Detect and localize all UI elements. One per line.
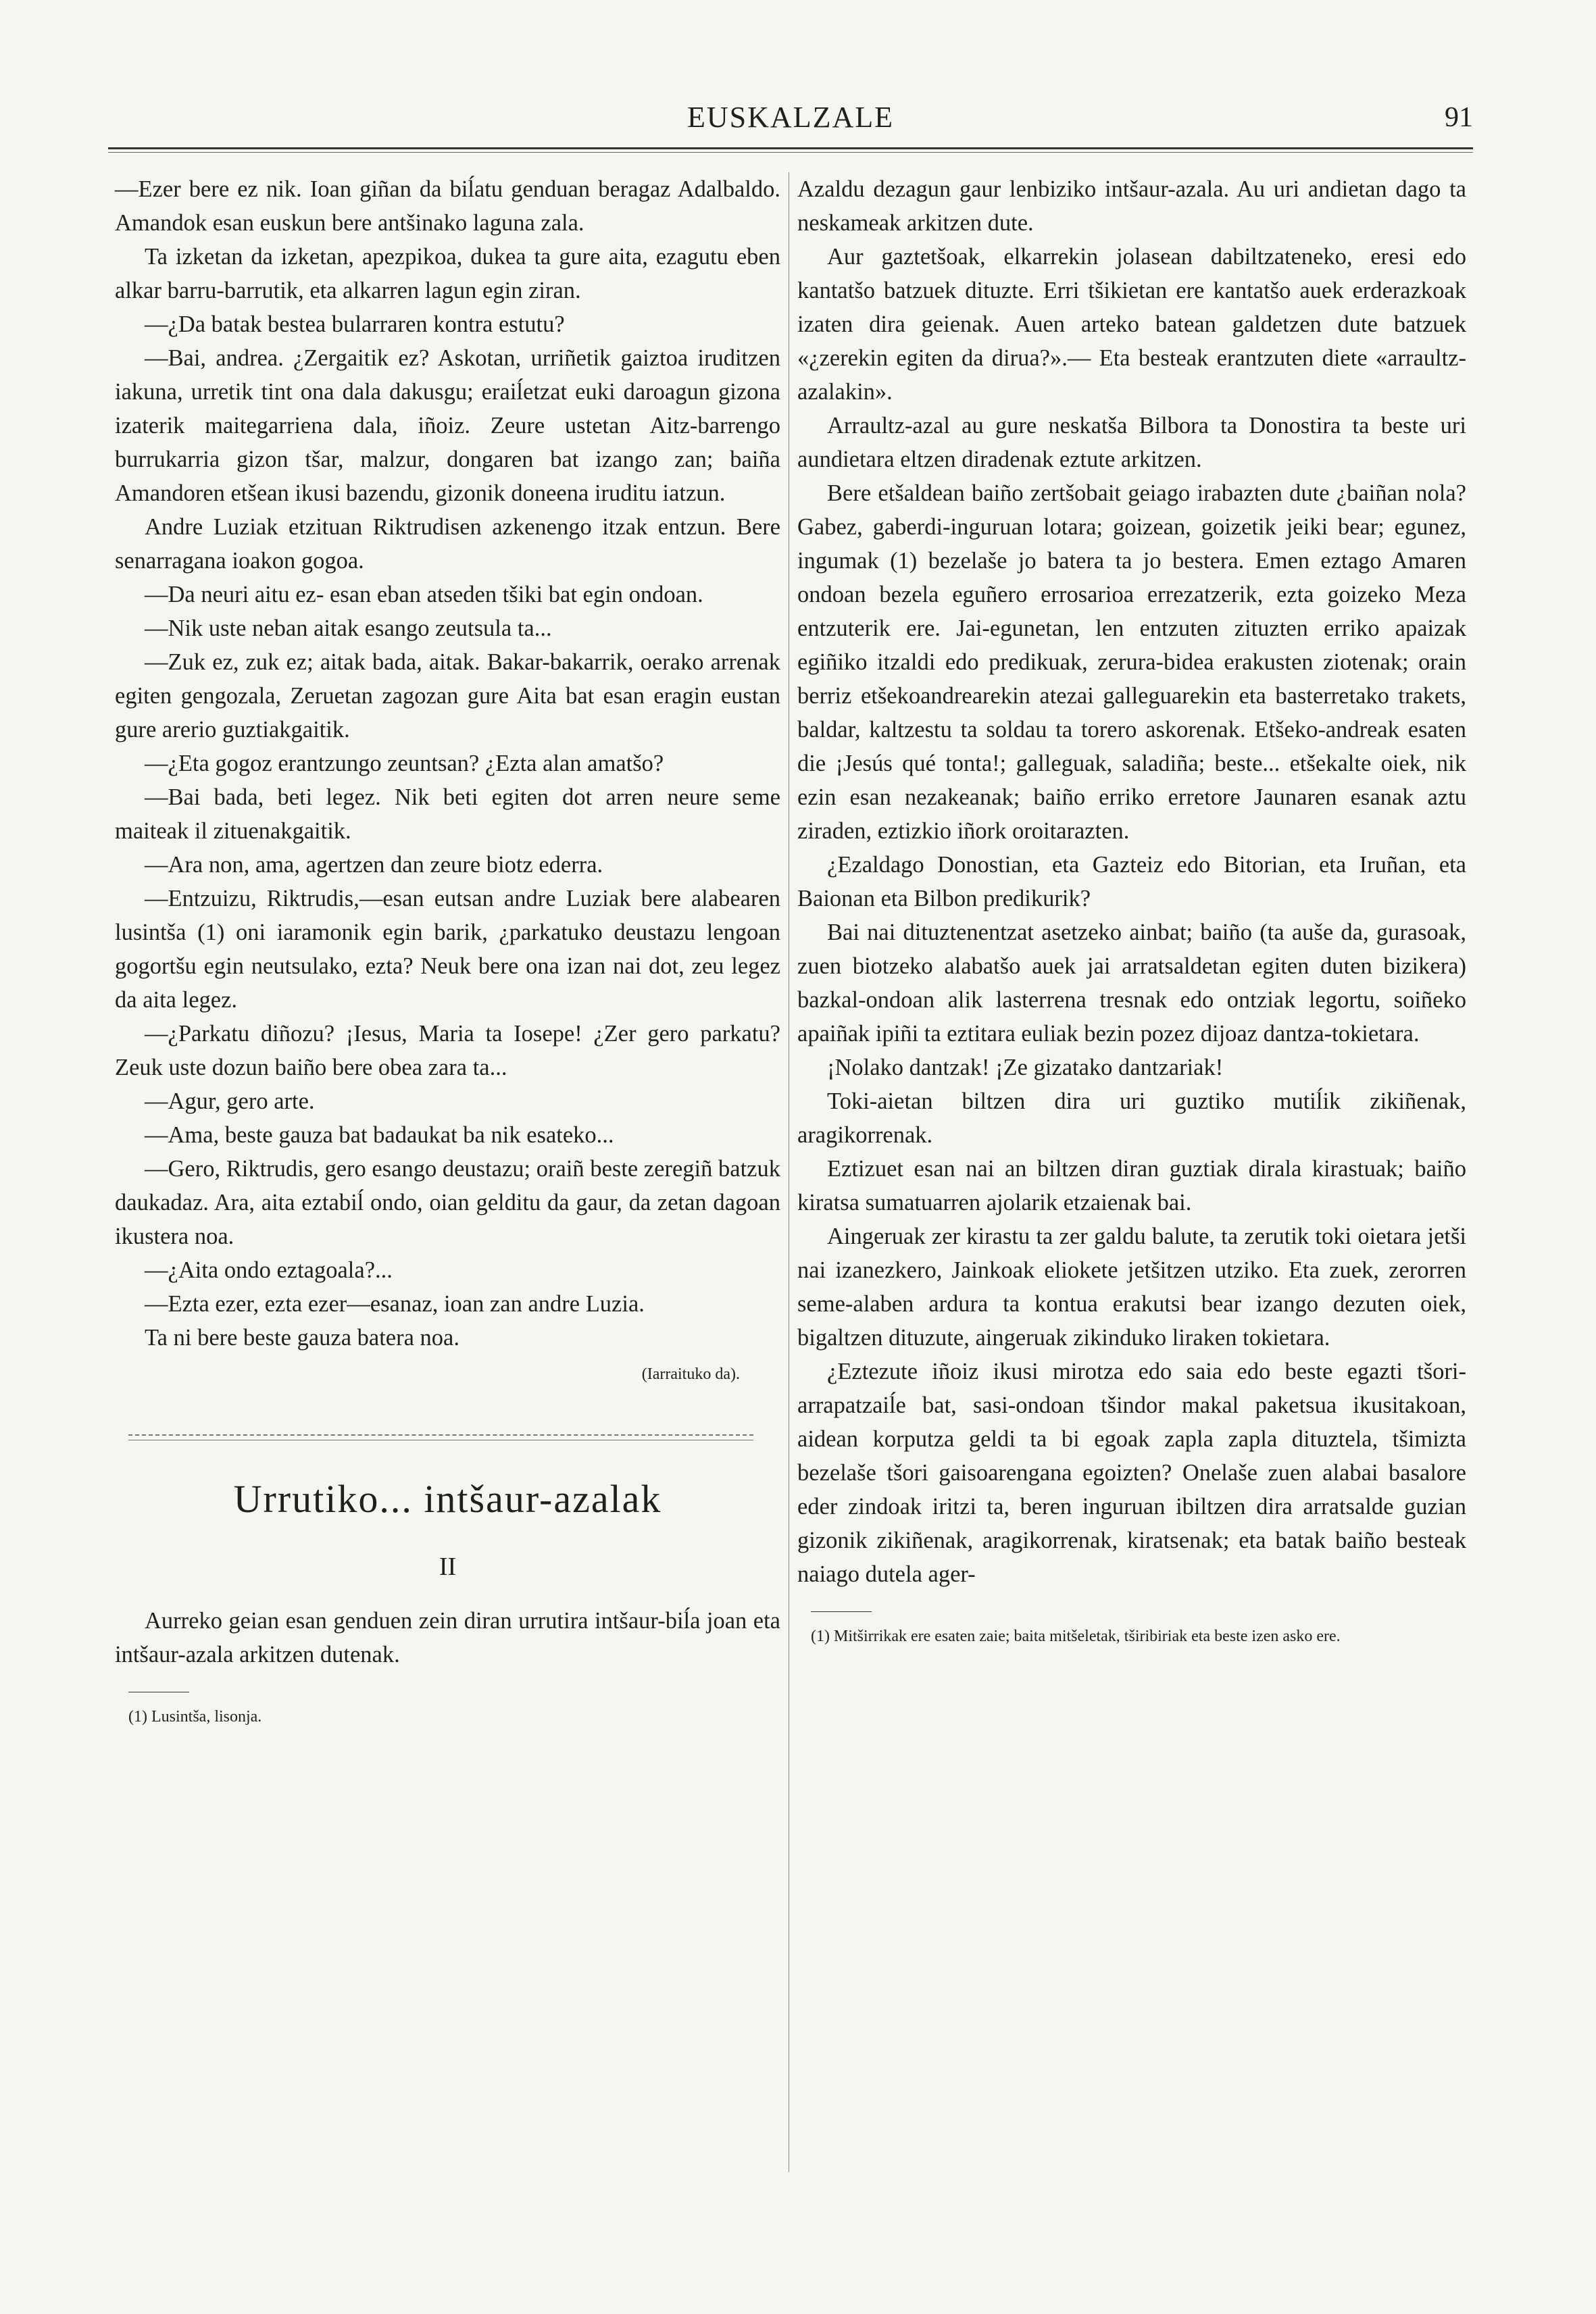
section-number: II bbox=[439, 1553, 457, 1581]
paragraph: —Bai, andrea. ¿Zergaitik ez? Askotan, urriñetik gaiztoa iruditzen iakuna, urretik tint ona dala dakusgu; eraiĺetzat euki daroagun gizona izaterik maitegarriena dala, iñoiz. Zeure ustetan Aitz-barrengo burrukarria gizon tšar, malzur, dongaren bat izango zan; baiña Amandoren etšean ikusi bazendu, gizonik doneena iruditu iatzun. bbox=[115, 345, 780, 506]
paragraph: Toki-aietan biltzen dira uri guztiko mutiĺik zikiñenak, aragikorrenak. bbox=[797, 1088, 1466, 1148]
paragraph: —Agur, gero arte. bbox=[145, 1088, 315, 1114]
paragraph: —Ezer bere ez nik. Ioan giñan da biĺatu genduan beragaz Adalbaldo. Amandok esan euskun bere antšinako laguna zala. bbox=[115, 176, 780, 236]
footnote: (1) Lusintša, lisonja. bbox=[128, 1708, 262, 1726]
right-column bbox=[797, 172, 1466, 1649]
paragraph: Eztizuet esan nai an biltzen diran guztiak dirala kirastuak; baiño kiratsa sumatuarren ajolarik etzaienak bai. bbox=[797, 1156, 1466, 1215]
article-title: Urrutiko... intšaur-azalak bbox=[233, 1477, 662, 1521]
paragraph: Aingeruak zer kirastu ta zer galdu balute, ta zerutik toki oietara jetši nai izanezkero, Jainkoak eliokete jetšitzen utziko. Eta zuek, zerorren seme-alaben ardura ta kontua erakutsi bear izango dezuten oiek, bigaltzen dituzute, aingeruak zikinduko liraken tokietara. bbox=[797, 1224, 1466, 1351]
paragraph: —¿Da batak bestea bularraren kontra estutu? bbox=[145, 311, 565, 337]
paragraph: Aurreko geian esan genduen zein diran urrutira intšaur-biĺa joan eta intšaur-azala arkitzen dutenak. bbox=[115, 1608, 780, 1667]
paragraph: Andre Luziak etzituan Riktrudisen azkenengo itzak entzun. Bere senarragana ioakon gogoa. bbox=[115, 514, 780, 574]
paragraph: —¿Eta gogoz erantzungo zeuntsan? ¿Ezta alan amatšo? bbox=[145, 751, 664, 776]
paragraph: Aur gaztetšoak, elkarrekin jolasean dabiltzateneko, eresi edo kantatšo batzuek dituzte. Erri tšikietan ere kantatšo auek erderazkoak izaten dira geienak. Auen arteko batean galdetzen dute batzuek «¿zerekin egiten da dirua?».— Eta besteak erantzuten diete «arraultz-azalakin». bbox=[797, 244, 1466, 405]
footnote: (1) Mitširrikak ere esaten zaie; baita mitšeletak, tširibiriak eta beste izen asko ere. bbox=[811, 1628, 1341, 1645]
paragraph: —Ara non, ama, agertzen dan zeure biotz ederra. bbox=[145, 852, 603, 878]
paragraph: Ta izketan da izketan, apezpikoa, dukea ta gure aita, ezagutu eben alkar barru-barrutik, eta alkarren lagun egin ziran. bbox=[115, 244, 780, 303]
paragraph: Arraultz-azal au gure neskatša Bilbora ta Donostira ta beste uri aundietara eltzen diradenak eztute arkitzen. bbox=[797, 413, 1466, 472]
paragraph: —Ezta ezer, ezta ezer—esanaz, ioan zan andre Luzia. bbox=[145, 1291, 645, 1317]
paragraph: —¿Aita ondo eztagoala?... bbox=[145, 1257, 393, 1283]
paragraph: ¡Nolako dantzak! ¡Ze gizatako dantzariak! bbox=[827, 1055, 1224, 1080]
journal-title: EUSKALZALE bbox=[687, 101, 894, 134]
page-number: 91 bbox=[1445, 102, 1473, 133]
continuation-note: (Iarraituko da). bbox=[641, 1365, 740, 1383]
paragraph: Ta ni bere beste gauza batera noa. bbox=[145, 1325, 459, 1351]
section-separator bbox=[128, 1434, 753, 1440]
paragraph: ¿Eztezute iñoiz ikusi mirotza edo saia edo beste egazti tšori-arrapatzaiĺe bat, sasi-ondoan tšindor makal paketsua ikusitakoan, aidean korputza geldi ta bi egoak zapla zapla dituztela, tšimizta bezelaše tšori gaisoarengana egoizten? Onelaše zuen alabai basalore eder zindoak iritzi ta, beren inguruan ibiltzen dira arratsalde guzian gizonik zikiñenak, aragikorrenak, kiratsenak; eta batak baiño besteak naiago dutela ager- bbox=[797, 1359, 1466, 1587]
paragraph: —Bai bada, beti legez. Nik beti egiten dot arren neure seme maiteak il zituenakgaitik. bbox=[115, 784, 780, 844]
paragraph: —Da neuri aitu ez- esan eban atseden tšiki bat egin ondoan. bbox=[145, 582, 703, 607]
paragraph: Azaldu dezagun gaur lenbiziko intšaur-azala. Au uri andietan dago ta neskameak arkitzen dute. bbox=[797, 176, 1466, 236]
paragraph: —Nik uste neban aitak esango zeutsula ta... bbox=[145, 615, 552, 641]
page-header bbox=[108, 95, 1473, 149]
header-rule bbox=[108, 147, 1473, 153]
paragraph: —Entzuizu, Riktrudis,—esan eutsan andre Luziak bere alabearen lusintša (1) oni iaramonik egin barik, ¿parkatuko deustazu lengoan gogortšu egin neutsulako, ezta? Neuk bere ona izan nai dot, zeu legez da aita legez. bbox=[115, 886, 780, 1013]
paragraph: Bere etšaldean baiño zertšobait geiago irabazten dute ¿baiñan nola? Gabez, gaberdi-inguruan lotara; goizean, goizetik jeiki bear; egunez, ingumak (1) bezelaše jo batera ta jo bestera. Emen eztago Amaren ondoan bezela eguñero errosarioa errezatzerik, ezta goizeko Meza entzuterik ere. Jai-egunetan, len entzuten zituzten erriko apaizak egiñiko itzaldi edo predikuak, zerura-bidea erakusten ziotenak; orain berriz etšekoandrearekin atezai galleguarekin eta basterretako trakets, baldar, kaltzestu ta soldau ta torero askorenak. Etšeko-andreak esaten die ¡Jesús qué tonta!; galleguak, saladiña; beste... etšekalte oiek, nik ezin esan nezakeanak; baiño erriko erretore Jaunaren esanak aztu ziraden, eztizkio iñork oroitarazten. bbox=[797, 480, 1466, 844]
paragraph: ¿Ezaldago Donostian, eta Gazteiz edo Bitorian, eta Iruñan, eta Baionan eta Bilbon predikurik? bbox=[797, 852, 1466, 911]
left-column bbox=[115, 172, 780, 1729]
paragraph: —Ama, beste gauza bat badaukat ba nik esateko... bbox=[145, 1122, 614, 1148]
footnote-rule bbox=[811, 1611, 872, 1612]
paragraph: —Gero, Riktrudis, gero esango deustazu; oraiñ beste zeregiñ batzuk daukadaz. Ara, aita eztabiĺ ondo, oian gelditu da gaur, da zetan dagoan ikustera noa. bbox=[115, 1156, 780, 1249]
paragraph: Bai nai dituztenentzat asetzeko ainbat; baiño (ta auše da, gurasoak, zuen biotzeko alabatšo auek jai arratsaldetan egiten duten bizikera) bazkal-ondoan alik lasterrena tresnak edo ontziak legortu, soiñeko apaiñak ipiñi ta eztitara euliak bezin pozez dijoaz dantza-tokietara. bbox=[797, 920, 1466, 1047]
paragraph: —¿Parkatu diñozu? ¡Iesus, Maria ta Iosepe! ¿Zer gero parkatu? Zeuk uste dozun baiño bere obea zara ta... bbox=[115, 1021, 780, 1080]
paragraph: —Zuk ez, zuk ez; aitak bada, aitak. Bakar-bakarrik, oerako arrenak egiten gengozala, Zeruetan zagozan gure Aita bat esan eragin eustan gure arerio guztiakgaitik. bbox=[115, 649, 780, 743]
